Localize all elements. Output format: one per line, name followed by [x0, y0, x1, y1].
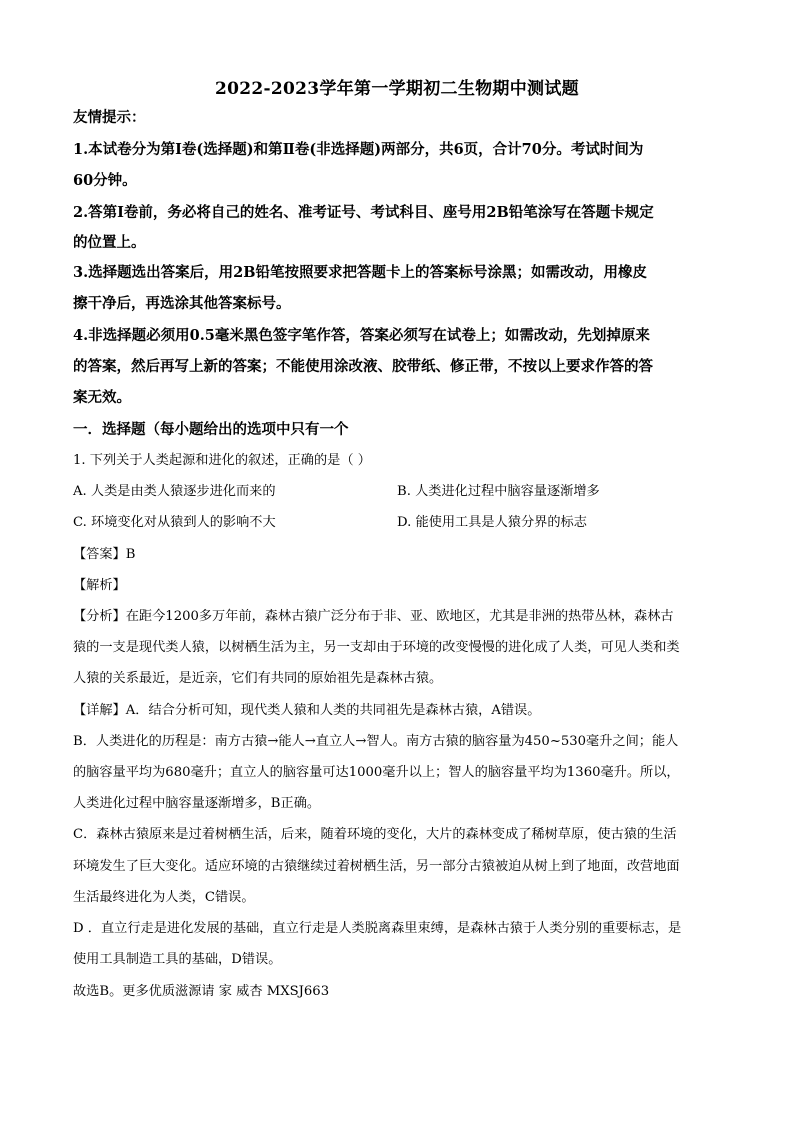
tip-line: 的答案，然后再写上新的答案；不能使用涂改液、胶带纸、修正带，不按以上要求作答的答 — [73, 358, 653, 375]
tip-line: 60分钟。 — [73, 172, 137, 189]
tip-line: 擦干净后，再选涂其他答案标号。 — [73, 295, 291, 312]
tip-line: 3.选择题选出答案后，用2B铅笔按照要求把答题卡上的答案标号涂黑；如需改动，用橡皮 — [73, 264, 647, 281]
analysis-line: 的脑容量平均为680毫升；直立人的脑容量可达1000毫升以上；智人的脑容量平均为1360毫升。所以， — [73, 765, 680, 780]
tip-line: 的位置上。 — [73, 234, 146, 251]
tip-line: 2.答第Ⅰ卷前，务必将自己的姓名、准考证号、考试科目、座号用2B铅笔涂写在答题卡规定 — [73, 204, 654, 221]
tip-line: 1.本试卷分为第Ⅰ卷(选择题)和第Ⅱ卷(非选择题)两部分，共6页，合计70分。考试时间为 — [73, 141, 644, 158]
analysis-line: 人猿的关系最近，是近亲，它们有共同的原始祖先是森林古猿。 — [73, 671, 443, 686]
analysis-line: 人类进化过程中脑容量逐渐增多，B正确。 — [73, 796, 321, 811]
analysis-line: 猿的一支是现代类人猿，以树栖生活为主，另一支却由于环境的改变慢慢的进化成了人类，可见人类和类 — [73, 640, 680, 655]
tip-line: 案无效。 — [73, 389, 131, 406]
option-b: B. 人类进化过程中脑容量逐渐增多 — [397, 484, 600, 499]
closing-line: 故选B。更多优质滋源请 家 威杏 MXSJ663 — [73, 984, 330, 999]
analysis-line: 【分析】在距今1200多万年前，森林古猿广泛分布于非、亚、欧地区，尤其是非洲的热带丛林，森林古 — [73, 609, 674, 624]
option-d: D. 能使用工具是人猿分界的标志 — [397, 515, 587, 530]
tips-heading: 友情提示： — [73, 109, 146, 126]
analysis-line: 环境发生了巨大变化。适应环境的古猿继续过着树栖生活，另一部分古猿被迫从树上到了地面，改营地面 — [73, 859, 680, 874]
analysis-line: 生活最终进化为人类，C错误。 — [73, 890, 255, 905]
section-heading: 一．选择题（每小题给出的选项中只有一个 — [73, 421, 349, 438]
analysis-line: C．森林古猿原来是过着树栖生活，后来，随着环境的变化，大片的森林变成了稀树草原，使古猿的生活 — [73, 827, 677, 842]
answer-line: 【答案】B — [73, 547, 136, 562]
analysis-label: 【解析】 — [73, 578, 126, 593]
analysis-line: D ．直立行走是进化发展的基础，直立行走是人类脱离森里束缚，是森林古猿于人类分别的重要标志，是 — [73, 921, 682, 936]
analysis-line: B．人类进化的历程是：南方古猿→能人→直立人→智人。南方古猿的脑容量为450~530毫升之间；能人 — [73, 734, 679, 749]
analysis-line: 【详解】A．结合分析可知，现代类人猿和人类的共同祖先是森林古猿，A错误。 — [73, 703, 541, 718]
analysis-line: 使用工具制造工具的基础，D错误。 — [73, 952, 282, 967]
option-a: A. 人类是由类人猿逐步进化而来的 — [73, 484, 276, 499]
question-stem: 1. 下列关于人类起源和进化的叙述，正确的是（ ） — [73, 453, 371, 468]
tip-line: 4.非选择题必须用0.5毫米黑色签字笔作答，答案必须写在试卷上；如需改动，先划掉原来 — [73, 327, 650, 344]
page-title: 2022-2023学年第一学期初二生物期中测试题 — [215, 79, 579, 99]
option-c: C. 环境变化对从猿到人的影响不大 — [73, 515, 276, 530]
